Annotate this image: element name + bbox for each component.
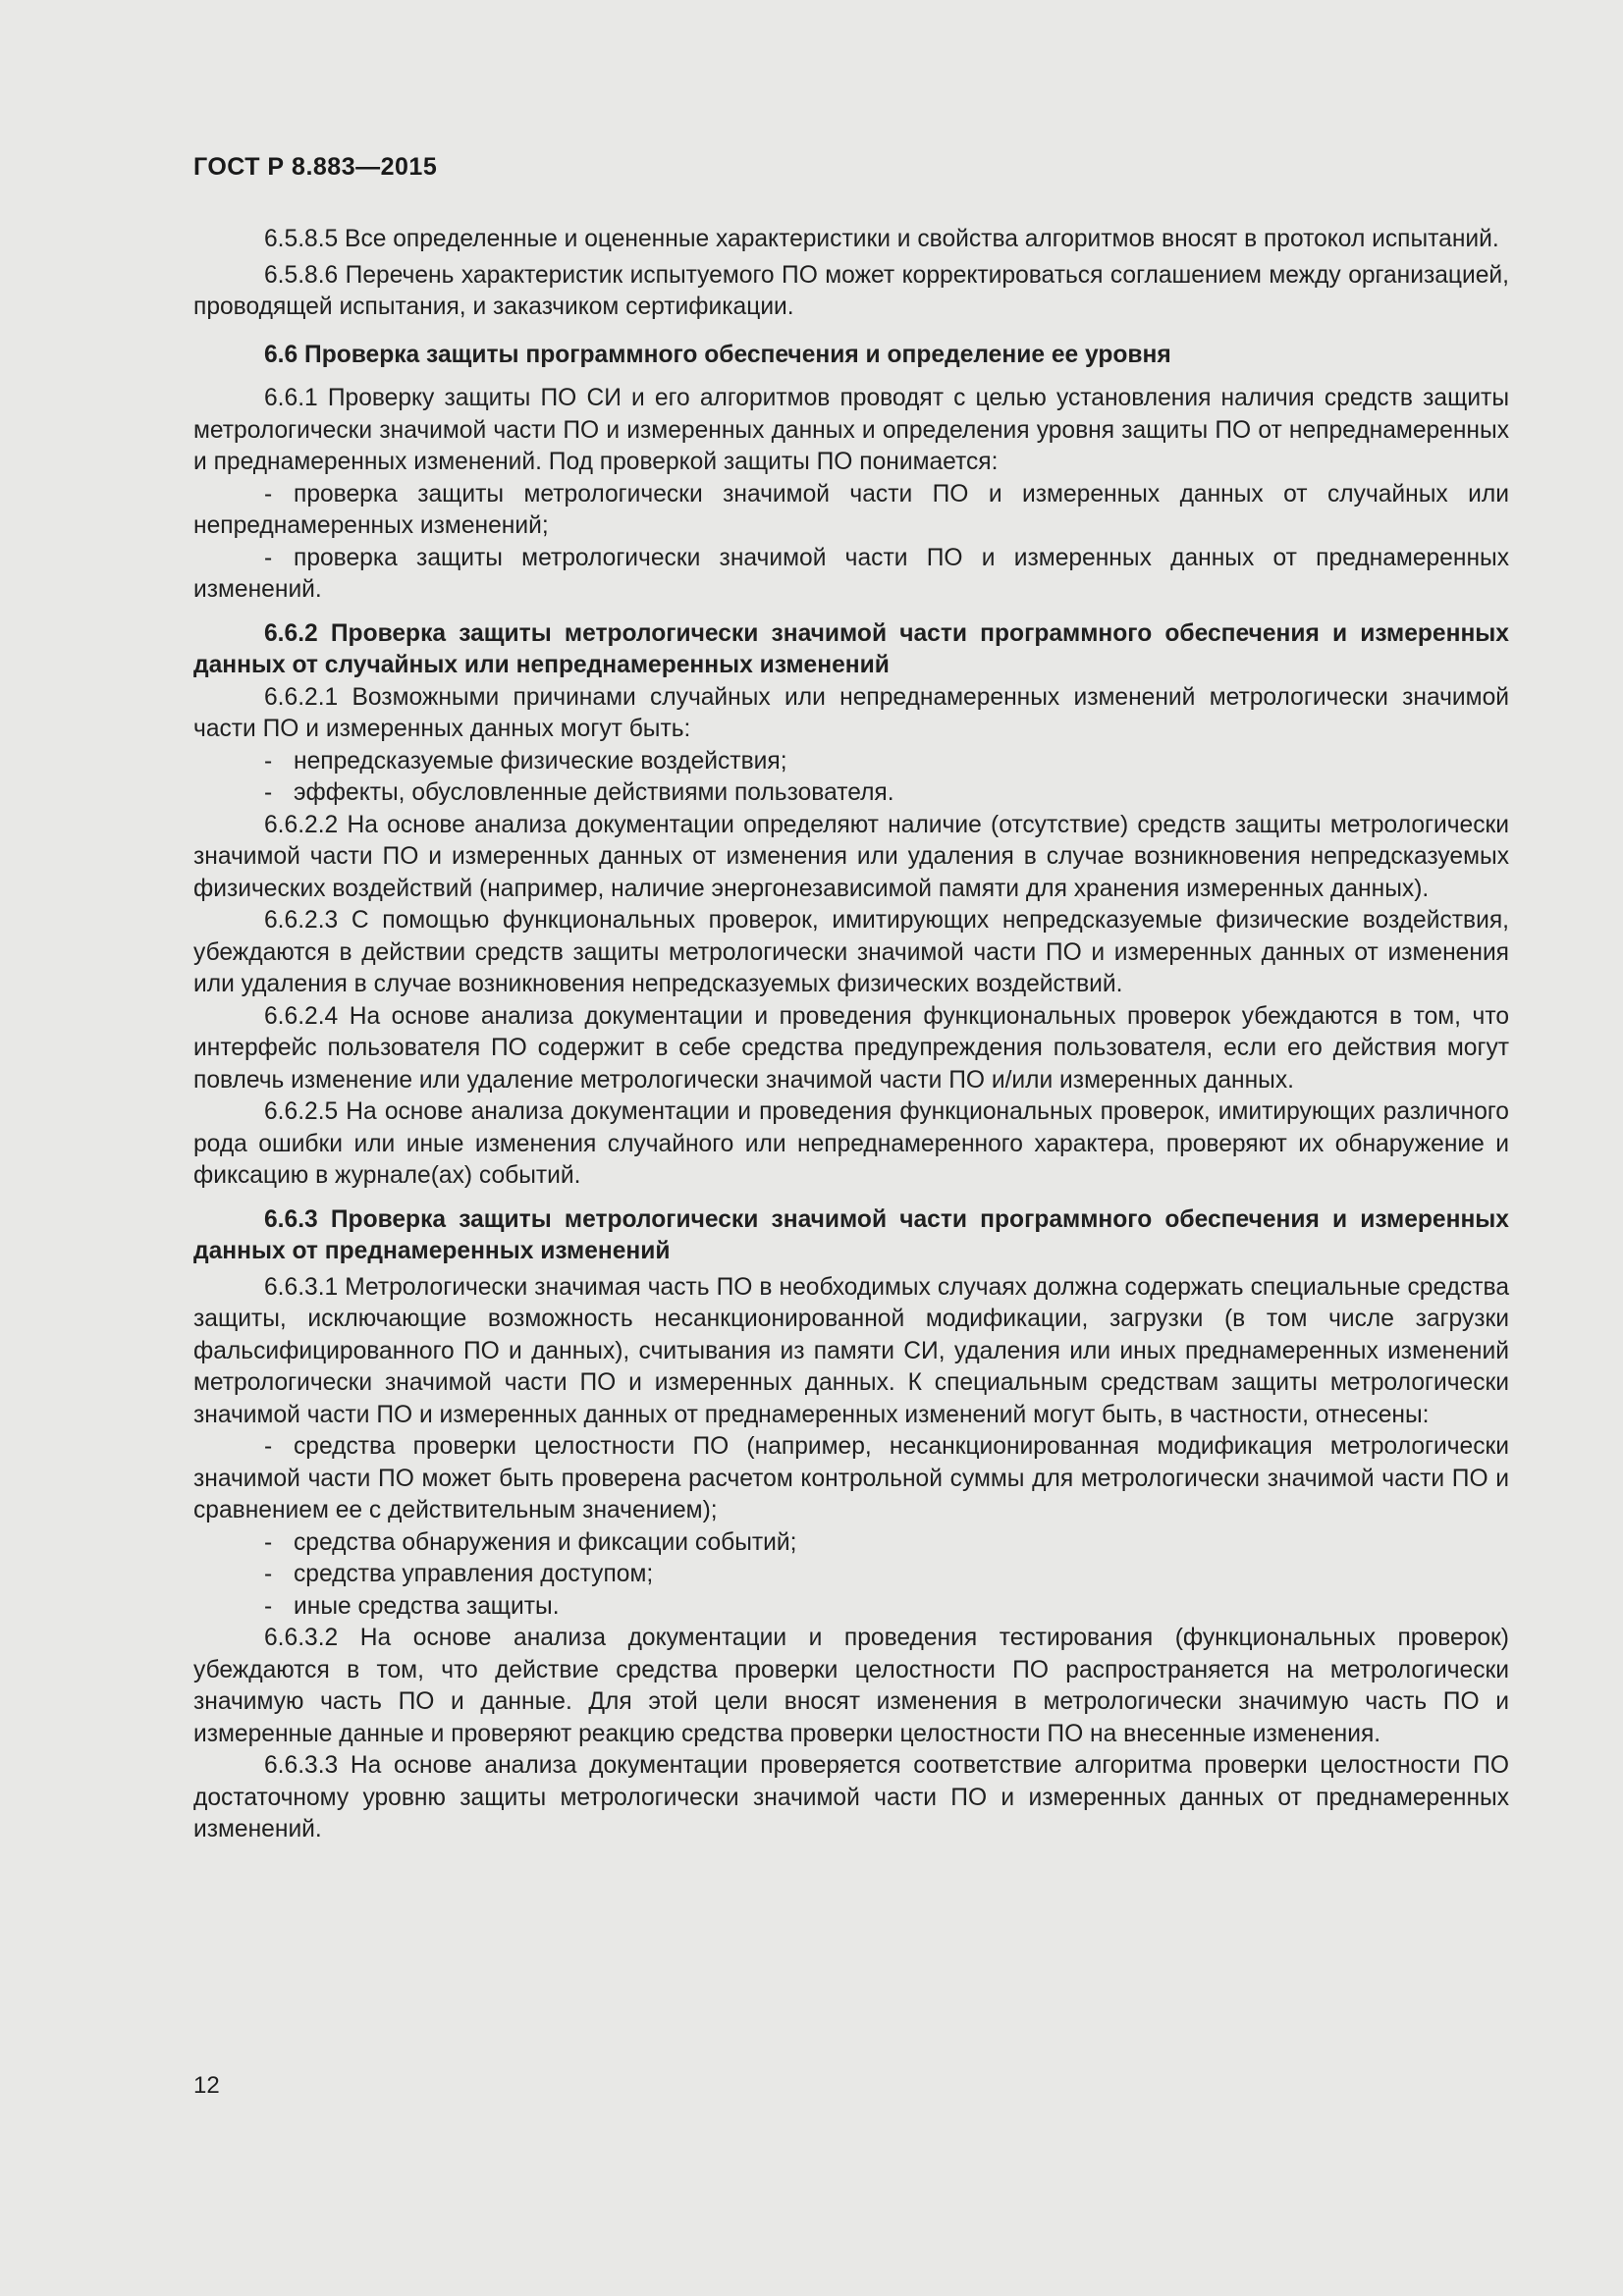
paragraph-6-6-3-1: 6.6.3.1 Метрологически значимая часть ПО в необходимых случаях должна содержать специальные средства защиты, исключающие возможность несанкционированной модификации, загрузки (в том числе загрузки фальсифицированного ПО и данных), считывания из памяти СИ, удаления или иных преднамеренных изменений метрологически значимой части ПО и измеренных данных. К специальным средствам защиты метрологически значимой части ПО и измеренных данных от преднамеренных изменений могут быть, в частности, отнесены: [193, 1273, 1509, 1428]
paragraph-6-5-8-5: 6.5.8.5 Все определенные и оцененные характеристики и свойства алгоритмов вносят в протокол испытаний. [264, 226, 1499, 252]
paragraph-6-6-2-3: 6.6.2.3 С помощью функциональных проверок, имитирующих непредсказуемые физические воздействия, убеждаются в действии средств защиты метрологически значимой части ПО и измеренных данных от изменения или удаления в случае возникновения непредсказуемых физических воздействий. [193, 907, 1509, 997]
list-item-text: средства управления доступом; [294, 1561, 654, 1587]
paragraph-6-6-2-2: 6.6.2.2 На основе анализа документации определяют наличие (отсутствие) средств защиты метрологически значимой части ПО и измеренных данных от изменения или удаления в случае возникновения непредсказуемых физических воздействий (например, наличие энергонезависимой памяти для хранения измеренных данных). [193, 811, 1509, 902]
list-dash: - [264, 480, 273, 507]
list-item-text: иные средства защиты. [294, 1592, 560, 1620]
list-item [193, 543, 1509, 607]
list-item-text: проверка защиты метрологически значимой части ПО и измеренных данных от преднамеренных изменений. [193, 544, 1509, 603]
document-code-header: ГОСТ Р 8.883—2015 [193, 153, 438, 181]
heading-6-6: 6.6 Проверка защиты программного обеспечения и определение ее уровня [264, 341, 1171, 368]
list-item [193, 1559, 1509, 1591]
page-number: 12 [193, 2072, 220, 2099]
paragraph-6-6-3-2: 6.6.3.2 На основе анализа документации и проведения тестирования (функциональных проверок) убеждаются в том, что действие средства проверки целостности ПО распространяется на метрологически значимую часть ПО и данные. Для этой цели вносят изменения в метрологически значимую часть ПО и измеренные данные и проверяют реакцию средства проверки целостности ПО на внесенные изменения. [193, 1625, 1509, 1747]
paragraph-6-5-8-6: 6.5.8.6 Перечень характеристик испытуемого ПО может корректироваться соглашением между организацией, проводящей испытания, и заказчиком сертификации. [193, 261, 1509, 320]
heading-6-6-3: 6.6.3 Проверка защиты метрологически значимой части программного обеспечения и измеренных данных от преднамеренных изменений [193, 1205, 1509, 1264]
list-dash: - [264, 1592, 273, 1620]
document-body [193, 224, 1509, 1846]
list-dash: - [264, 544, 273, 571]
list-dash: - [264, 779, 273, 806]
list-item [193, 746, 1509, 778]
paragraph-6-6-3-3: 6.6.3.3 На основе анализа документации проверяется соответствие алгоритма проверки целостности ПО достаточному уровню защиты метрологически значимой части ПО и измеренных данных от преднамеренных изменений. [193, 1752, 1509, 1842]
paragraph-6-6-2-1: 6.6.2.1 Возможными причинами случайных или непреднамеренных изменений метрологически значимой части ПО и измеренных данных могут быть: [193, 683, 1509, 742]
list-item-text: средства проверки целостности ПО (например, несанкционированная модификация метрологически значимой части ПО может быть проверена расчетом контрольной суммы для метрологически значимой части ПО и сравнением ее с действительным значением); [193, 1433, 1509, 1523]
paragraph-6-6-2-5: 6.6.2.5 На основе анализа документации и проведения функциональных проверок, имитирующих различного рода ошибки или иные изменения случайного или непреднамеренного характера, проверяют их обнаружение и фиксацию в журнале(ах) событий. [193, 1098, 1509, 1189]
list-item-text: проверка защиты метрологически значимой части ПО и измеренных данных от случайных или непреднамеренных изменений; [193, 480, 1509, 539]
list-item-text: средства обнаружения и фиксации событий; [294, 1528, 797, 1556]
list-item [193, 1431, 1509, 1527]
list-dash: - [264, 1528, 273, 1556]
paragraph-6-6-1: 6.6.1 Проверку защиты ПО СИ и его алгоритмов проводят с целью установления наличия средств защиты метрологически значимой части ПО и измеренных данных и определения уровня защиты ПО от непреднамеренных и преднамеренных изменений. Под проверкой защиты ПО понимается: [193, 385, 1509, 475]
list-item [193, 777, 1509, 810]
list-dash: - [264, 747, 273, 774]
heading-6-6-2: 6.6.2 Проверка защиты метрологически значимой части программного обеспечения и измеренных данных от случайных или непреднамеренных изменений [193, 619, 1509, 678]
list-item [193, 1591, 1509, 1624]
list-dash: - [264, 1433, 273, 1460]
list-dash: - [264, 1561, 273, 1587]
list-item-text: непредсказуемые физические воздействия; [294, 747, 787, 774]
list-item [193, 1527, 1509, 1560]
paragraph-6-6-2-4: 6.6.2.4 На основе анализа документации и проведения функциональных проверок убеждаются в том, что интерфейс пользователя ПО содержит в себе средства предупреждения пользователя, если его действия могут повлечь изменение или удаление метрологически значимой части ПО и/или измеренных данных. [193, 1002, 1509, 1094]
list-item-text: эффекты, обусловленные действиями пользователя. [294, 779, 894, 806]
list-item [193, 479, 1509, 543]
